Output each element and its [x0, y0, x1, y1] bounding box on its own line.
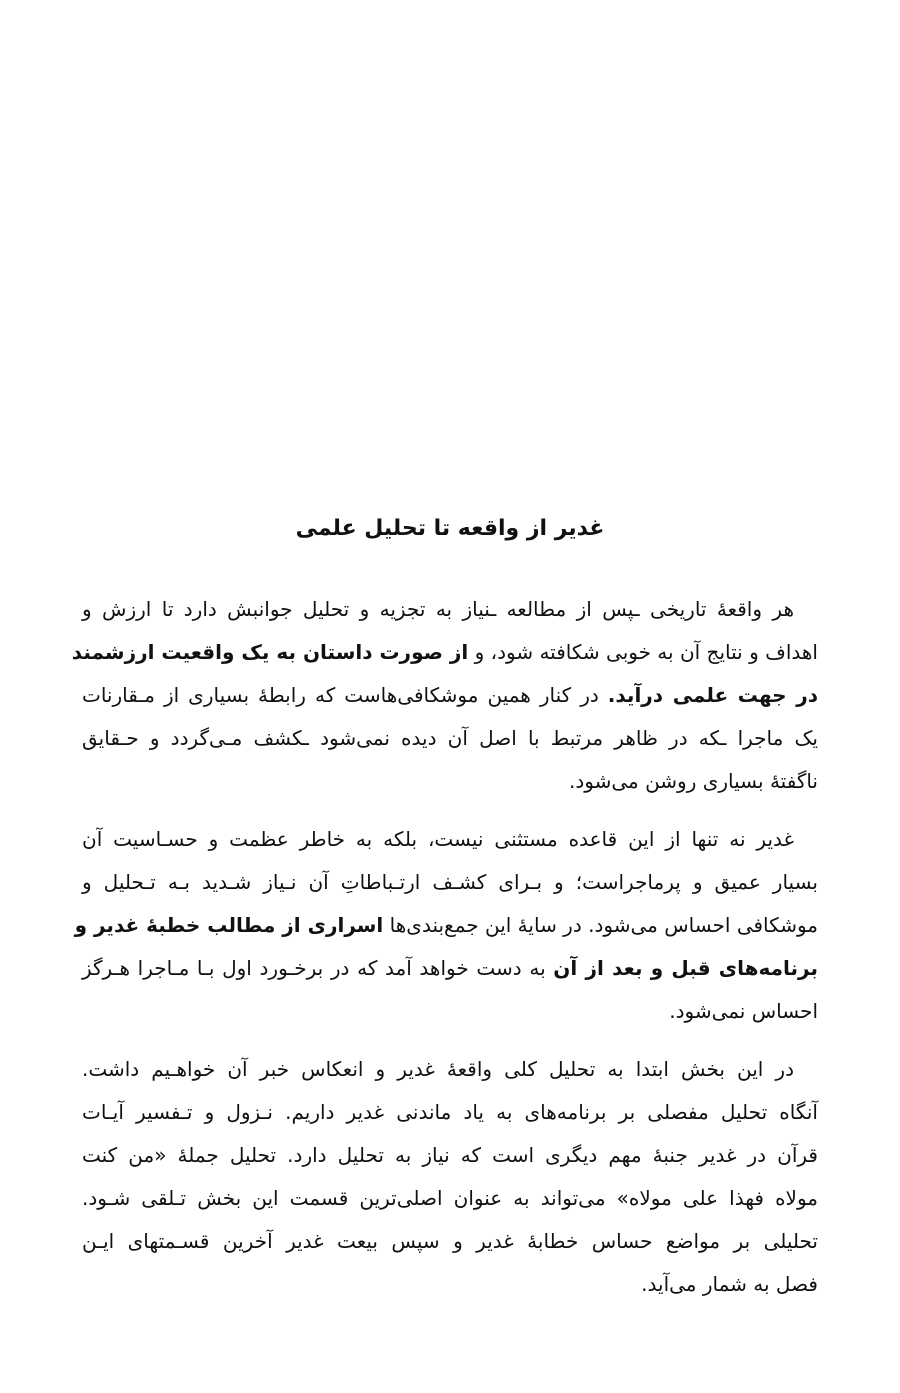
text-line	[82, 1220, 818, 1263]
text-run: بسیار عمیق و پرماجراست؛ و بـرای کشـف ارتـباطاتِ آن نـیاز شـدید بـه تـحلیل و	[82, 870, 818, 894]
text-line	[71, 631, 818, 674]
text-run: غدیر نه تنها از این قاعده مستثنی نیست، بلکه به خاطر عظمت و حسـاسیت آن	[82, 827, 794, 851]
text-run: در این بخش ابتدا به تحلیل کلی واقعهٔ غدیر و انعکاس خبر آن خواهـیم داشت.	[82, 1057, 794, 1081]
bold-text-run: در جهت علمی درآید.	[607, 683, 818, 707]
text-line	[82, 1048, 818, 1091]
text-line	[74, 904, 818, 947]
bold-text-run: از صورت داستان به یک واقعیت ارزشمند	[71, 640, 469, 664]
text-run: آنگاه تحلیل مفصلی بر برنامه‌های به یاد ماندنی غدیر داریم. نـزول و تـفسیر آیـات	[82, 1100, 818, 1124]
text-run: تحلیلی بر مواضع حساس خطابهٔ غدیر و سپس بیعت غدیر آخرین قسـمتهای ایـن	[82, 1229, 818, 1253]
bold-text-run: برنامه‌های قبل و بعد از آن	[553, 956, 818, 980]
text-run: در کنار همین موشکافی‌هاست که رابطهٔ بسیاری از مـقارنات	[82, 683, 608, 707]
text-run: مولاه فهذا علی مولاه» می‌تواند به عنوان اصلی‌ترین قسمت این بخش تـلقی شـود.	[82, 1186, 818, 1210]
text-run: ناگفتهٔ بسیاری روشن می‌شود.	[568, 769, 818, 793]
body-text	[71, 588, 818, 1321]
paragraph	[82, 1048, 818, 1306]
text-run: اهداف و نتایج آن به خوبی شکافته شود، و	[468, 640, 818, 664]
text-line	[82, 717, 818, 760]
text-line	[82, 818, 818, 861]
text-run: به دست خواهد آمد که در برخـورد اول بـا مـاجرا هـرگز	[82, 956, 554, 980]
text-run: فصل به شمار می‌آید.	[641, 1272, 818, 1296]
section-title: غدیر از واقعه تا تحلیل علمی	[295, 515, 605, 541]
bold-text-run: اسراری از مطالب خطبهٔ غدیر و	[74, 913, 384, 937]
text-run: موشکافی احساس می‌شود. در سایهٔ این جمع‌بندی‌ها	[383, 913, 818, 937]
text-line	[82, 760, 818, 803]
text-line	[82, 1177, 818, 1220]
text-line	[82, 990, 818, 1033]
text-line	[82, 1134, 818, 1177]
text-run: احساس نمی‌شود.	[669, 999, 818, 1023]
paragraph	[74, 818, 818, 1033]
text-line	[82, 674, 818, 717]
text-line	[82, 1091, 818, 1134]
text-run: قرآن در غدیر جنبهٔ مهم دیگری است که نیاز به تحلیل دارد. تحلیل جملهٔ «من کنت	[82, 1143, 818, 1167]
text-line	[82, 861, 818, 904]
text-run: هر واقعهٔ تاریخی ـپس از مطالعه ـنیاز به تجزیه و تحلیل جوانبش دارد تا ارزش و	[82, 597, 794, 621]
paragraph	[71, 588, 818, 803]
text-line	[82, 588, 818, 631]
text-run: یک ماجرا ـکه در ظاهر مرتبط با اصل آن دیده نمی‌شود ـکشف مـی‌گردد و حـقایق	[82, 726, 818, 750]
text-line	[82, 1263, 818, 1306]
text-line	[82, 947, 818, 990]
